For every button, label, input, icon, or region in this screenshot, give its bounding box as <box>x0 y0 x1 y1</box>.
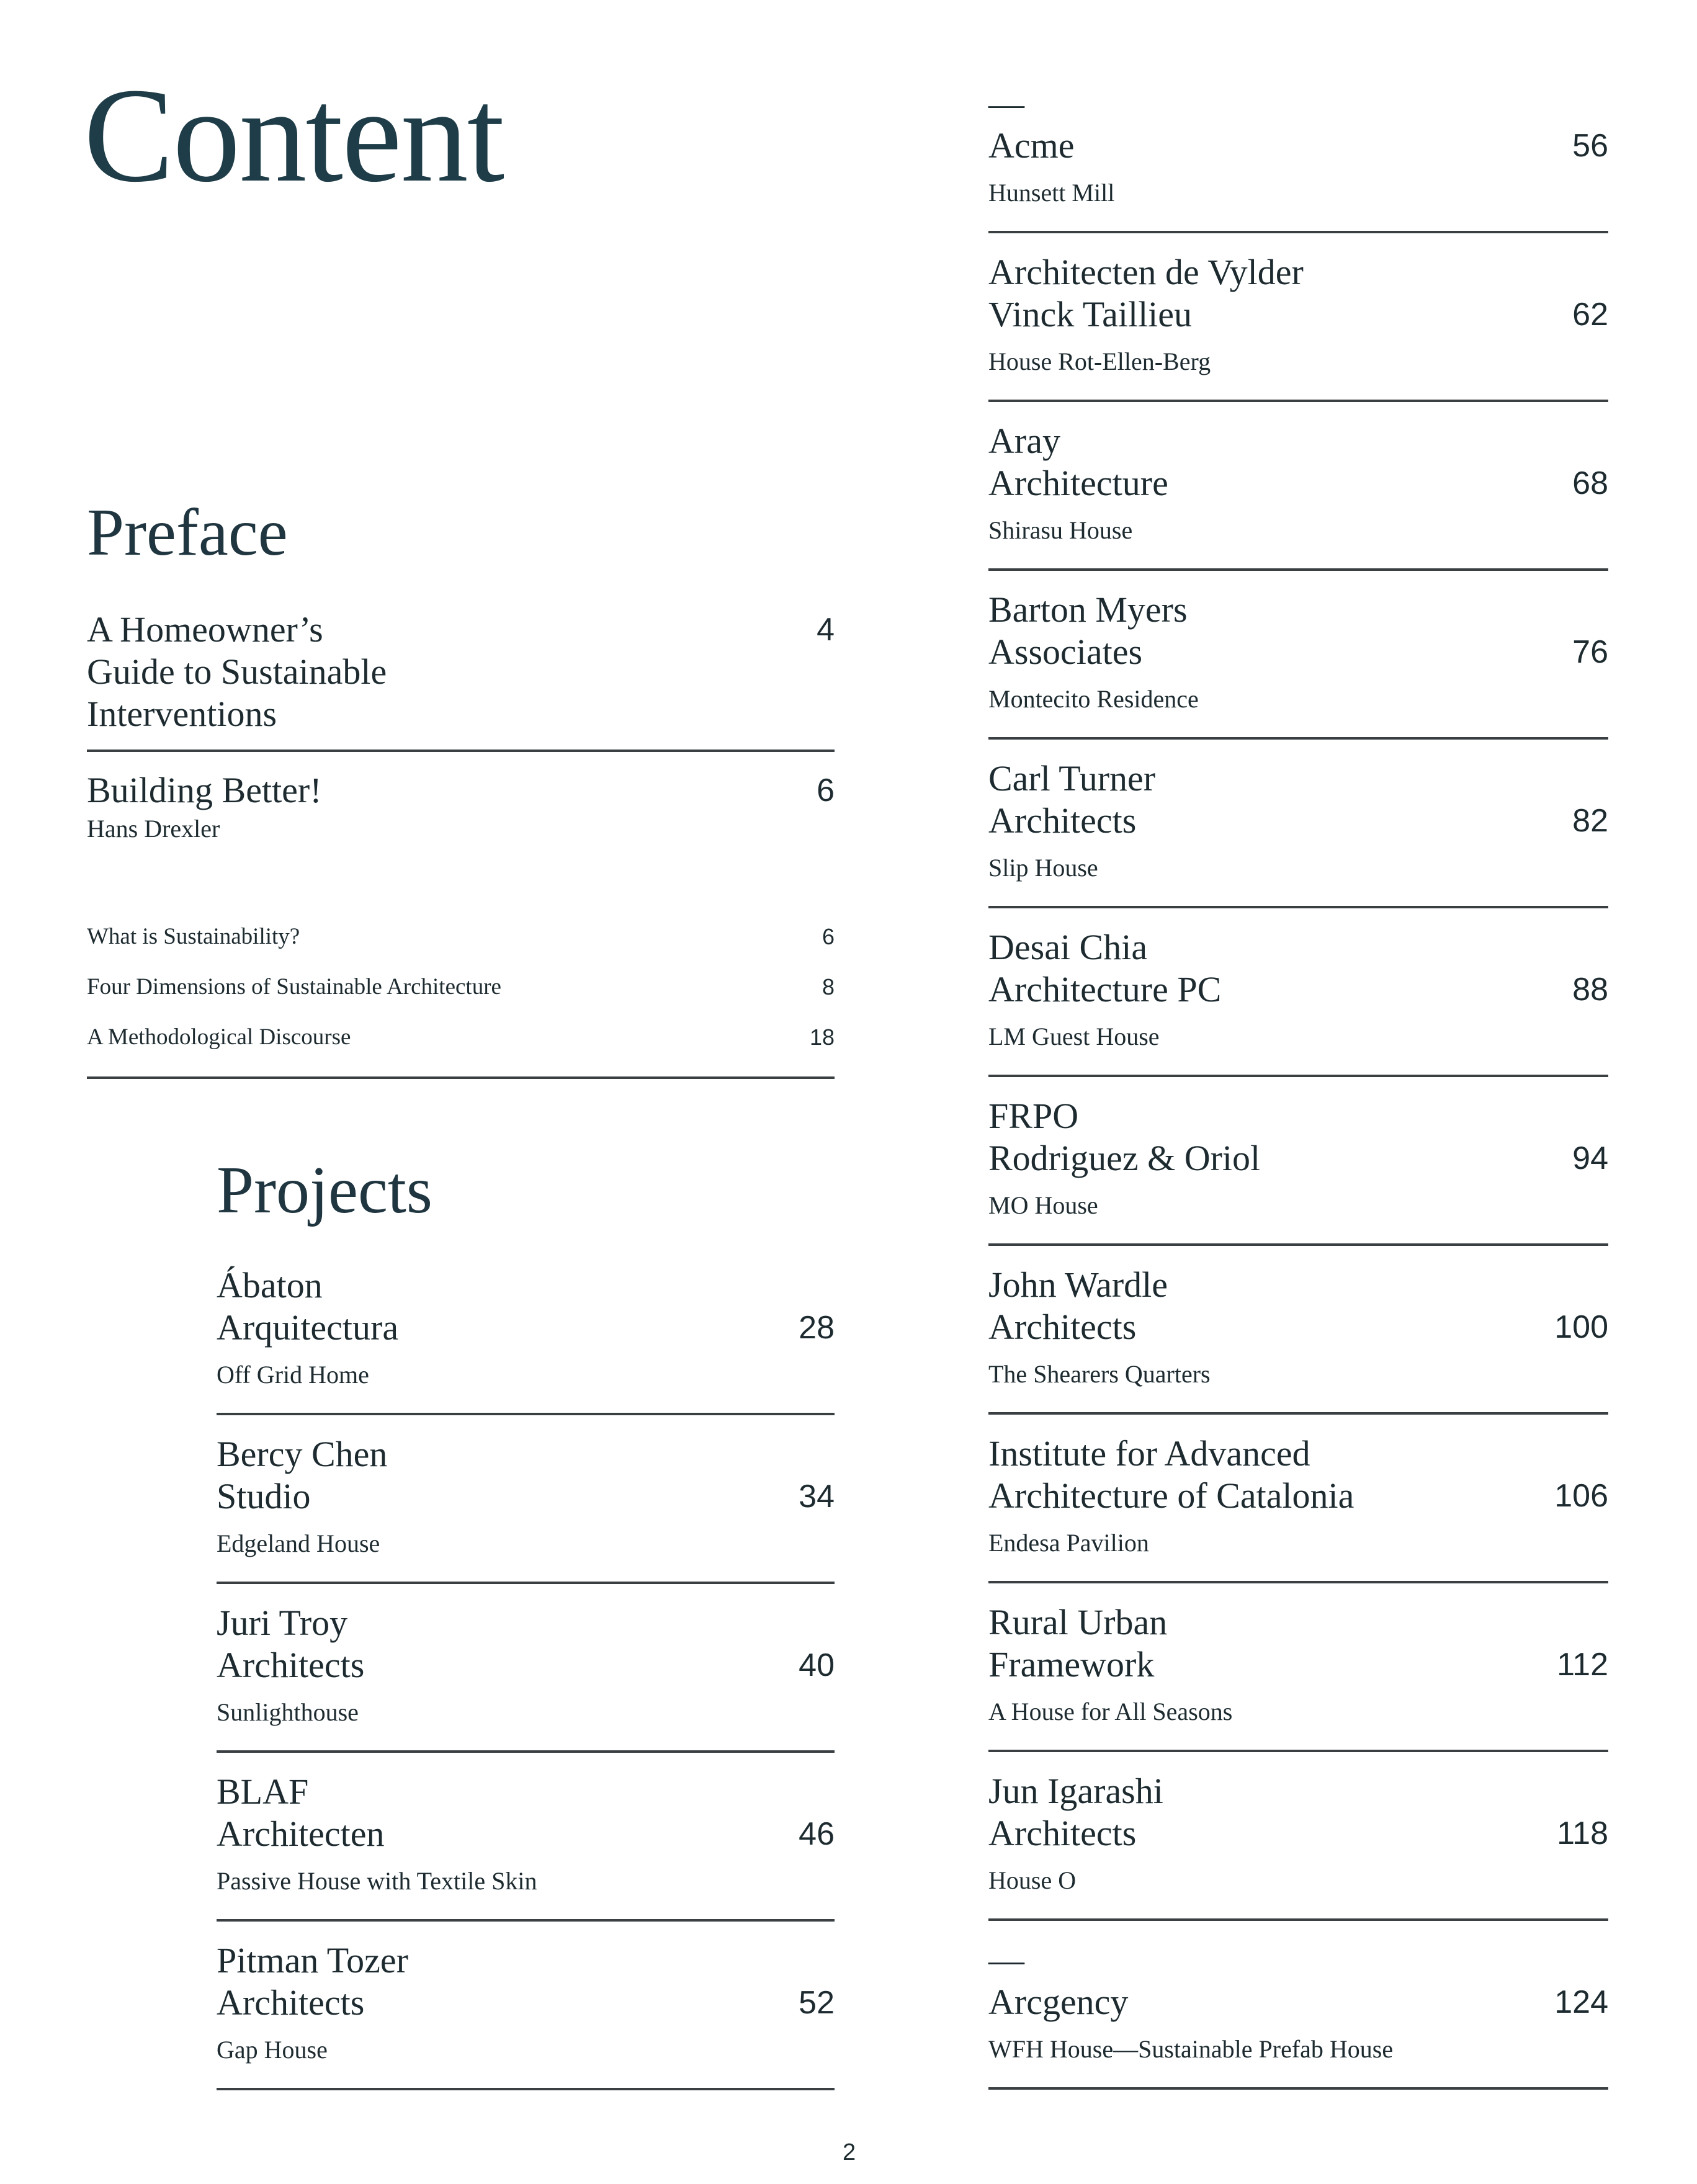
project-title <box>988 420 1168 504</box>
project-subtitle: A House for All Seasons <box>988 1698 1233 1725</box>
page-number: 68 <box>1572 465 1608 501</box>
page-number: 88 <box>1572 972 1608 1008</box>
section-title: What is Sustainability? <box>87 924 300 949</box>
title-line: A Homeowner’s <box>87 609 323 650</box>
project-entry[interactable] <box>988 1415 1608 1583</box>
project-title <box>988 1264 1168 1348</box>
project-title <box>217 1264 398 1349</box>
title-line: Barton Myers <box>988 589 1188 630</box>
title-line: Framework <box>988 1644 1155 1685</box>
project-entry[interactable] <box>988 740 1608 908</box>
title-line: Studio <box>217 1476 311 1516</box>
project-subtitle: Edgeland House <box>217 1529 380 1557</box>
project-title <box>988 758 1155 842</box>
project-title <box>217 1433 387 1518</box>
project-entry[interactable] <box>217 1922 835 2090</box>
project-entry[interactable] <box>217 1246 835 1415</box>
page-number: 18 <box>809 1024 835 1050</box>
project-entry[interactable] <box>988 65 1608 233</box>
project-title <box>988 1433 1354 1517</box>
title-line: Juri Troy <box>217 1603 348 1643</box>
title-line: Architecture <box>988 463 1168 503</box>
title-line: Interventions <box>87 694 277 734</box>
title-line: Associates <box>988 632 1143 672</box>
project-title <box>988 1770 1163 1855</box>
project-title <box>988 125 1075 167</box>
page-number: 124 <box>1554 1984 1608 2020</box>
section-title: A Methodological Discourse <box>87 1024 351 1050</box>
title-line: BLAF <box>217 1771 309 1812</box>
title-line: Acme <box>988 125 1075 166</box>
entry-title <box>87 609 387 735</box>
page-number: 8 <box>822 974 835 1000</box>
page-number: 100 <box>1554 1309 1608 1345</box>
page-number: 6 <box>817 772 835 808</box>
project-subtitle: Montecito Residence <box>988 685 1199 713</box>
title-line: Arquitectura <box>217 1307 399 1348</box>
section-title: Four Dimensions of Sustainable Architecture <box>87 974 501 1000</box>
project-title <box>217 1771 385 1855</box>
title-line: Bercy Chen <box>217 1434 388 1474</box>
title-line: Institute for Advanced <box>988 1433 1310 1474</box>
project-entry[interactable] <box>988 1583 1608 1752</box>
projects-heading: Projects <box>217 1153 432 1227</box>
title-line: Pitman Tozer <box>217 1940 408 1980</box>
project-entry[interactable] <box>988 571 1608 740</box>
title-line: Arcgency <box>988 1982 1129 2022</box>
projects-list-left <box>217 1246 835 2090</box>
page-number: 76 <box>1572 634 1608 670</box>
project-title <box>988 1981 1128 2023</box>
project-subtitle: Sunlighthouse <box>217 1698 359 1726</box>
page-number: 94 <box>1572 1140 1608 1176</box>
project-entry[interactable] <box>217 1753 835 1922</box>
dash-marker: — <box>988 83 1024 123</box>
page-number: 106 <box>1554 1478 1608 1514</box>
project-subtitle: Gap House <box>217 2036 328 2064</box>
title-line: Architects <box>988 1813 1137 1853</box>
project-subtitle: Off Grid Home <box>217 1361 369 1389</box>
project-entry[interactable] <box>217 1584 835 1753</box>
project-title <box>988 926 1221 1011</box>
dash-marker: — <box>988 1940 1024 1980</box>
project-subtitle: Hunsett Mill <box>988 179 1115 207</box>
project-subtitle: Shirasu House <box>988 516 1133 544</box>
project-subtitle: House O <box>988 1866 1077 1894</box>
project-entry[interactable] <box>988 1921 1608 2090</box>
project-subtitle: LM Guest House <box>988 1023 1160 1050</box>
preface-essay-entry[interactable] <box>87 769 835 846</box>
title-line: John Wardle <box>988 1264 1168 1305</box>
project-entry[interactable] <box>217 1415 835 1584</box>
section-entry[interactable] <box>87 1022 835 1053</box>
title-line: Architecten <box>217 1814 385 1854</box>
page-number: 28 <box>799 1310 835 1346</box>
divider <box>87 750 835 752</box>
entry-author: Hans Drexler <box>87 815 220 843</box>
project-entry[interactable] <box>988 1752 1608 1921</box>
page-number: 62 <box>1572 297 1608 333</box>
preface-intro-entry[interactable] <box>87 609 835 735</box>
project-subtitle: Passive House with Textile Skin <box>217 1867 537 1895</box>
title-line: Architecture of Catalonia <box>988 1475 1354 1516</box>
title-line: FRPO <box>988 1096 1079 1136</box>
page-number: 40 <box>799 1647 835 1683</box>
project-title <box>217 1602 364 1686</box>
divider <box>87 1076 835 1079</box>
title-line: Architects <box>217 1645 365 1685</box>
title-line: Architects <box>988 1307 1137 1347</box>
title-line: Architects <box>217 1982 365 2023</box>
title-line: Rural Urban <box>988 1602 1168 1642</box>
page-number: 82 <box>1572 803 1608 839</box>
project-entry[interactable] <box>988 233 1608 402</box>
section-entry[interactable] <box>87 972 835 1003</box>
page-folio: 2 <box>843 2139 856 2165</box>
title-line: Vinck Taillieu <box>988 294 1193 334</box>
project-subtitle: Slip House <box>988 854 1098 882</box>
project-subtitle: The Shearers Quarters <box>988 1360 1211 1388</box>
project-subtitle: MO House <box>988 1191 1098 1219</box>
title-line: Jun Igarashi <box>988 1771 1163 1811</box>
title-line: Rodriguez & Oriol <box>988 1138 1261 1178</box>
page-number: 52 <box>799 1985 835 2021</box>
project-title <box>217 1940 408 2024</box>
title-line: Architecten de Vylder <box>988 252 1304 292</box>
preface-heading: Preface <box>87 496 288 570</box>
project-entry[interactable] <box>988 1246 1608 1415</box>
project-subtitle: House Rot-Ellen-Berg <box>988 347 1211 375</box>
title-line: Aray <box>988 421 1060 461</box>
page-number: 118 <box>1557 1815 1608 1851</box>
section-entry[interactable] <box>87 921 835 952</box>
page-number: 34 <box>799 1479 835 1515</box>
title-line: Guide to Sustainable <box>87 651 387 692</box>
page-number: 112 <box>1557 1647 1608 1683</box>
page-number: 4 <box>817 612 835 648</box>
project-title <box>988 251 1304 336</box>
page-number: 56 <box>1572 128 1608 164</box>
project-subtitle: Endesa Pavilion <box>988 1529 1149 1557</box>
page-title: Content <box>84 61 504 210</box>
project-entry[interactable] <box>988 402 1608 571</box>
project-entry[interactable] <box>988 1077 1608 1246</box>
project-title <box>988 589 1188 673</box>
project-title <box>988 1095 1260 1179</box>
title-line: Architecture PC <box>988 969 1222 1009</box>
title-line: Ábaton <box>217 1265 323 1305</box>
title-line: Desai Chia <box>988 927 1148 967</box>
title-line: Carl Turner <box>988 758 1156 799</box>
project-subtitle: WFH House—Sustainable Prefab House <box>988 2035 1394 2063</box>
page-number: 6 <box>822 924 835 949</box>
projects-list-right <box>988 65 1608 2090</box>
entry-title: Building Better! <box>87 770 322 810</box>
page-number: 46 <box>799 1816 835 1852</box>
project-title <box>988 1601 1167 1686</box>
title-line: Architects <box>988 800 1137 841</box>
project-entry[interactable] <box>988 908 1608 1077</box>
